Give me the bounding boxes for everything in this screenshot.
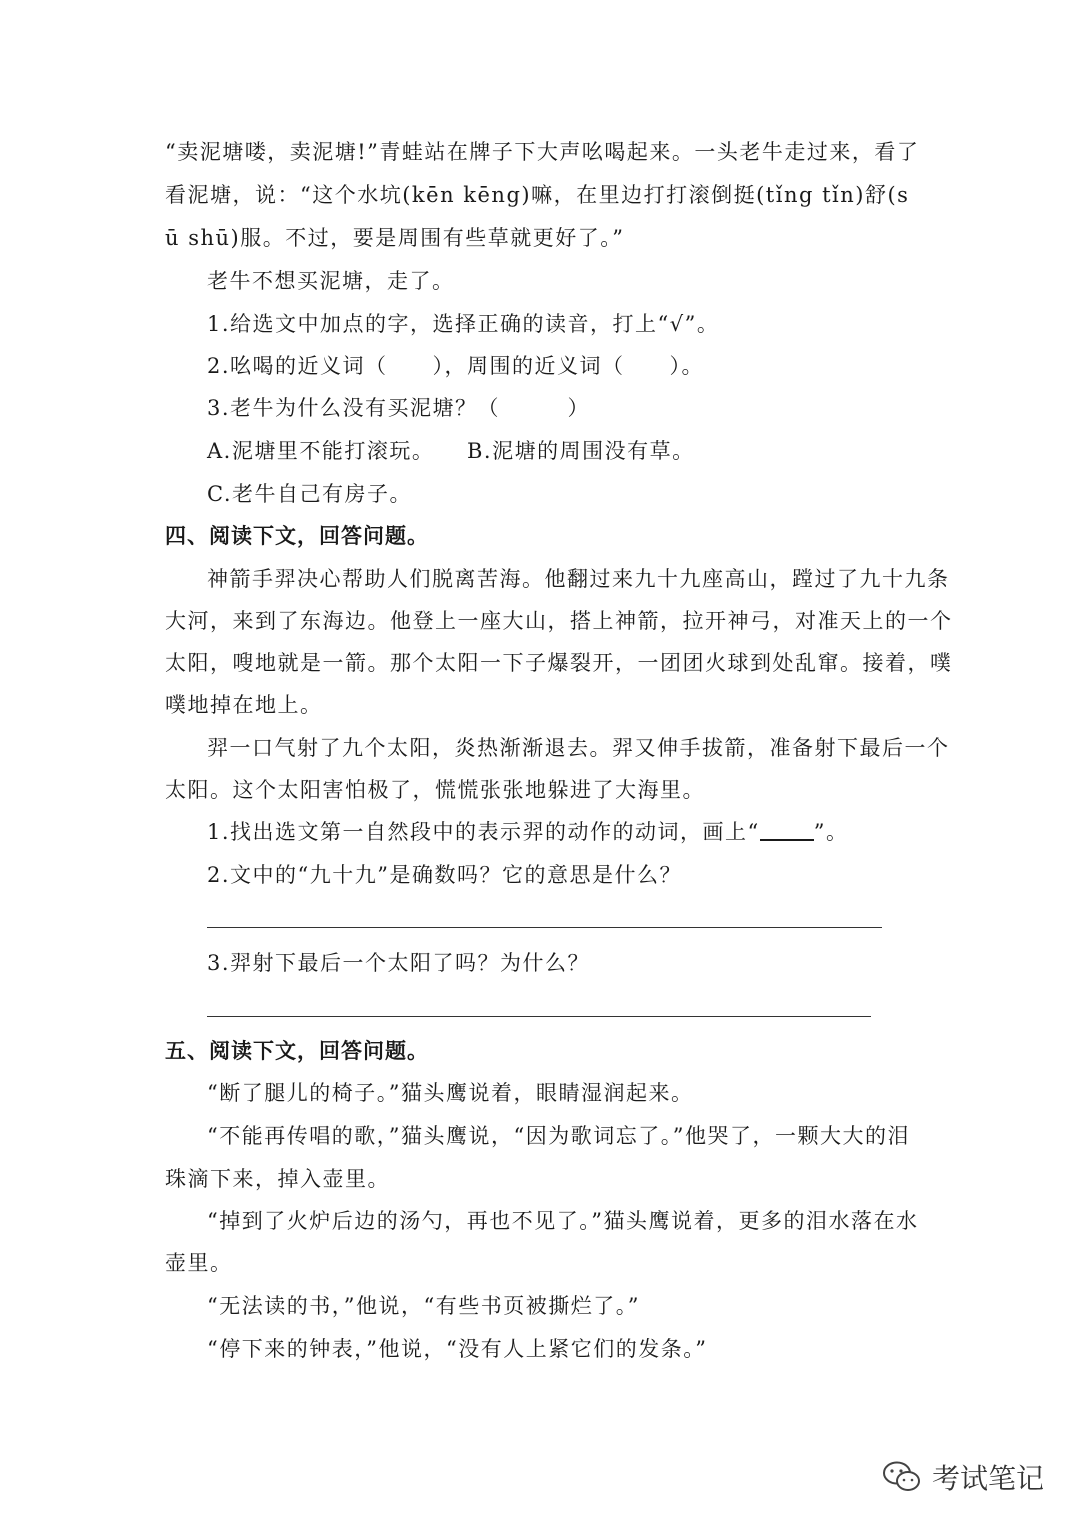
passage3-line3: ū shū)服。不过，要是周围有些草就更好了。” [165, 226, 625, 250]
passage4-line3: 太阳，嗖地就是一箭。那个太阳一下子爆裂开，一团团火球到处乱窜。接着，噗 [165, 651, 953, 675]
passage5-para4: “无法读的书，”他说，“有些书页被撕烂了。” [207, 1294, 640, 1318]
section5-heading: 五、阅读下文，回答问题。 [165, 1039, 429, 1063]
passage3-line2: 看泥塘，说：“这个水坑(kēn kēng)嘛，在里边打打滚倒挺(tǐng tǐn)舒(s [165, 183, 910, 207]
passage4-para2-line2: 太阳。这个太阳害怕极了，慌慌张张地躲进了大海里。 [165, 778, 705, 802]
passage5-para3-line1: “掉到了火炉后边的汤勺，再也不见了。”猫头鹰说着，更多的泪水落在水 [207, 1209, 919, 1233]
s4-q1-text: 1.找出选文第一自然段中的表示羿的动作的动词，画上“ [207, 820, 760, 844]
passage5-para5: “停下来的钟表，”他说，“没有人上紧它们的发条。” [207, 1337, 708, 1361]
passage4-para2-line1: 羿一口气射了九个太阳，炎热渐渐退去。羿又伸手拔箭，准备射下最后一个 [207, 736, 950, 760]
watermark [882, 1457, 1044, 1497]
wechat-icon [882, 1460, 922, 1494]
s3-q3-options-row [207, 436, 967, 466]
underline-sample [760, 819, 814, 841]
passage3-para2: 老牛不想买泥塘，走了。 [207, 269, 455, 293]
answer-line-q3[interactable] [207, 1016, 871, 1017]
option-a: A.泥塘里不能打滚玩。 [207, 439, 435, 463]
s3-question3: 3.老牛为什么没有买泥塘？（ ） [207, 396, 591, 420]
section4-heading: 四、阅读下文，回答问题。 [165, 524, 429, 548]
passage5-para2-line1: “不能再传唱的歌，”猫头鹰说，“因为歌词忘了。”他哭了，一颗大大的泪 [207, 1124, 910, 1148]
option-c: C.老牛自己有房子。 [207, 482, 412, 506]
passage3-line1: “卖泥塘喽，卖泥塘!”青蛙站在牌子下大声吆喝起来。一头老牛走过来，看了 [165, 140, 920, 164]
passage5-para1: “断了腿儿的椅子。”猫头鹰说着，眼睛湿润起来。 [207, 1081, 694, 1105]
passage4-line1: 神箭手羿决心帮助人们脱离苦海。他翻过来九十九座高山，蹚过了九十九条 [207, 567, 950, 591]
s4-question1 [207, 817, 967, 847]
s4-question3: 3.羿射下最后一个太阳了吗？为什么？ [207, 951, 591, 975]
passage4-line2: 大河，来到了东海边。他登上一座大山，搭上神箭，拉开神弓，对准天上的一个 [165, 609, 953, 633]
s3-question1: 1.给选文中加点的字，选择正确的读音，打上“√”。 [207, 312, 720, 336]
answer-line-q2[interactable] [207, 927, 882, 928]
passage4-line4: 噗地掉在地上。 [165, 693, 323, 717]
s3-question2: 2.吆喝的近义词（ ），周围的近义词（ ）。 [207, 354, 705, 378]
option-b: B.泥塘的周围没有草。 [467, 439, 695, 463]
s4-q1-close: ”。 [813, 820, 849, 844]
passage5-para2-line2: 珠滴下来，掉入壶里。 [165, 1167, 390, 1191]
s4-question2: 2.文中的“九十九”是确数吗？它的意思是什么？ [207, 863, 683, 887]
watermark-text: 考试笔记 [931, 1462, 1044, 1495]
passage5-para3-line2: 壶里。 [165, 1251, 233, 1275]
